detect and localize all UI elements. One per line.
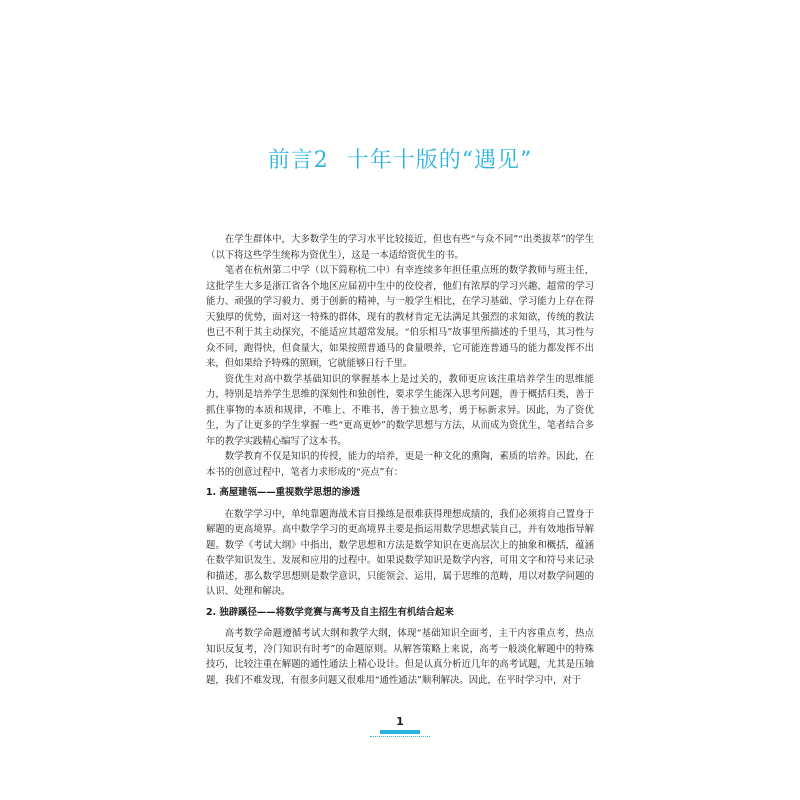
- title-chapter: 前言2: [267, 148, 329, 173]
- title-text: 十年十版的“遇见”: [346, 148, 533, 173]
- paragraph: 在学生群体中，大多数学生的学习水平比较接近，但也有些“与众不同”“出类拔萃”的学生（以下将这些学生统称为资优生），这是一本适给资优生的书。: [206, 234, 594, 261]
- paragraph: 在数学学习中，单纯靠题海战术盲目操练是很难获得理想成绩的，我们必须将自己置身于解题的更高境界。高中数学学习的更高境界主要是指运用数学思想武装自己，并有效地指导解题。数学《考试大纲》中指出，数学思想和方法是数学知识在更高层次上的抽象和概括，蕴涵在数学知识发生、发展和应用的过程中。如果说数学知识是数学内容，可用文字和符号来记录和描述，那么数学思想则是数学意识，只能领会、运用，属于思维的范畴，用以对数学问题的认识、处理和解决。: [206, 508, 594, 597]
- dotted-rule: [370, 736, 430, 738]
- body-text: [206, 232, 594, 688]
- page-number-bar: [380, 730, 420, 734]
- section-heading: 2. 独辟蹊径——将数学竞赛与高考及自主招生有机结合起来: [206, 606, 454, 618]
- paragraph: 数学教育不仅是知识的传授，能力的培养，更是一种文化的熏陶，素质的培养。因此，在本书的创意过程中，笔者力求形成的“亮点”有：: [206, 451, 594, 478]
- paragraph: 高考数学命题遵循考试大纲和教学大纲，体现“基础知识全面考，主干内容重点考，热点知识反复考，冷门知识有时考”的命题原则。从解答策略上来说，高考一般淡化解题中的特殊技巧，比较注重在解题的通性通法上精心设计。但是认真分析近几年的高考试题，尤其是压轴题，我们不难发现，有很多问题又很难用“通性通法”顺利解决。因此，在平时学习中，对于: [206, 628, 594, 686]
- section-heading: 1. 高屋建瓴——重视数学思想的渗透: [206, 487, 360, 498]
- page-number: 1: [396, 715, 404, 728]
- page-title: [0, 143, 800, 174]
- page-footer: [0, 715, 800, 738]
- paragraph: 资优生对高中数学基础知识的掌握基本上是过关的，教师更应该注重培养学生的思维能力，特别是培养学生思维的深刻性和独创性，要求学生能深入思考问题，善于概括归类，善于抓住事物的本质和规律，不唯上、不唯书，善于独立思考，勇于标新求异。因此，为了资优生，为了让更多的学生掌握一些“更高更妙”的数学思想与方法，从而成为资优生，笔者结合多年的教学实践精心编写了这本书。: [206, 373, 594, 447]
- paragraph: 笔者在杭州第二中学（以下简称杭二中）有幸连续多年担任重点班的数学教师与班主任，这批学生大多是浙江省各个地区应届初中生中的佼佼者，他们有浓厚的学习兴趣、超常的学习能力、顽强的学习毅力、勇于创新的精神，与一般学生相比，在学习基础、学习能力上存在得天独厚的优势，面对这一特殊的群体，现有的教材肯定无法满足其强烈的求知欲，传统的教法也已不利于其主动探究，不能适应其超常发展。“伯乐相马”故事里所描述的千里马，其习性与众不同，跑得快，但食量大，如果按照普通马的食量喂养，它可能连普通马的能力都发挥不出来，但如果给予特殊的照顾，它就能够日行千里。: [206, 265, 594, 369]
